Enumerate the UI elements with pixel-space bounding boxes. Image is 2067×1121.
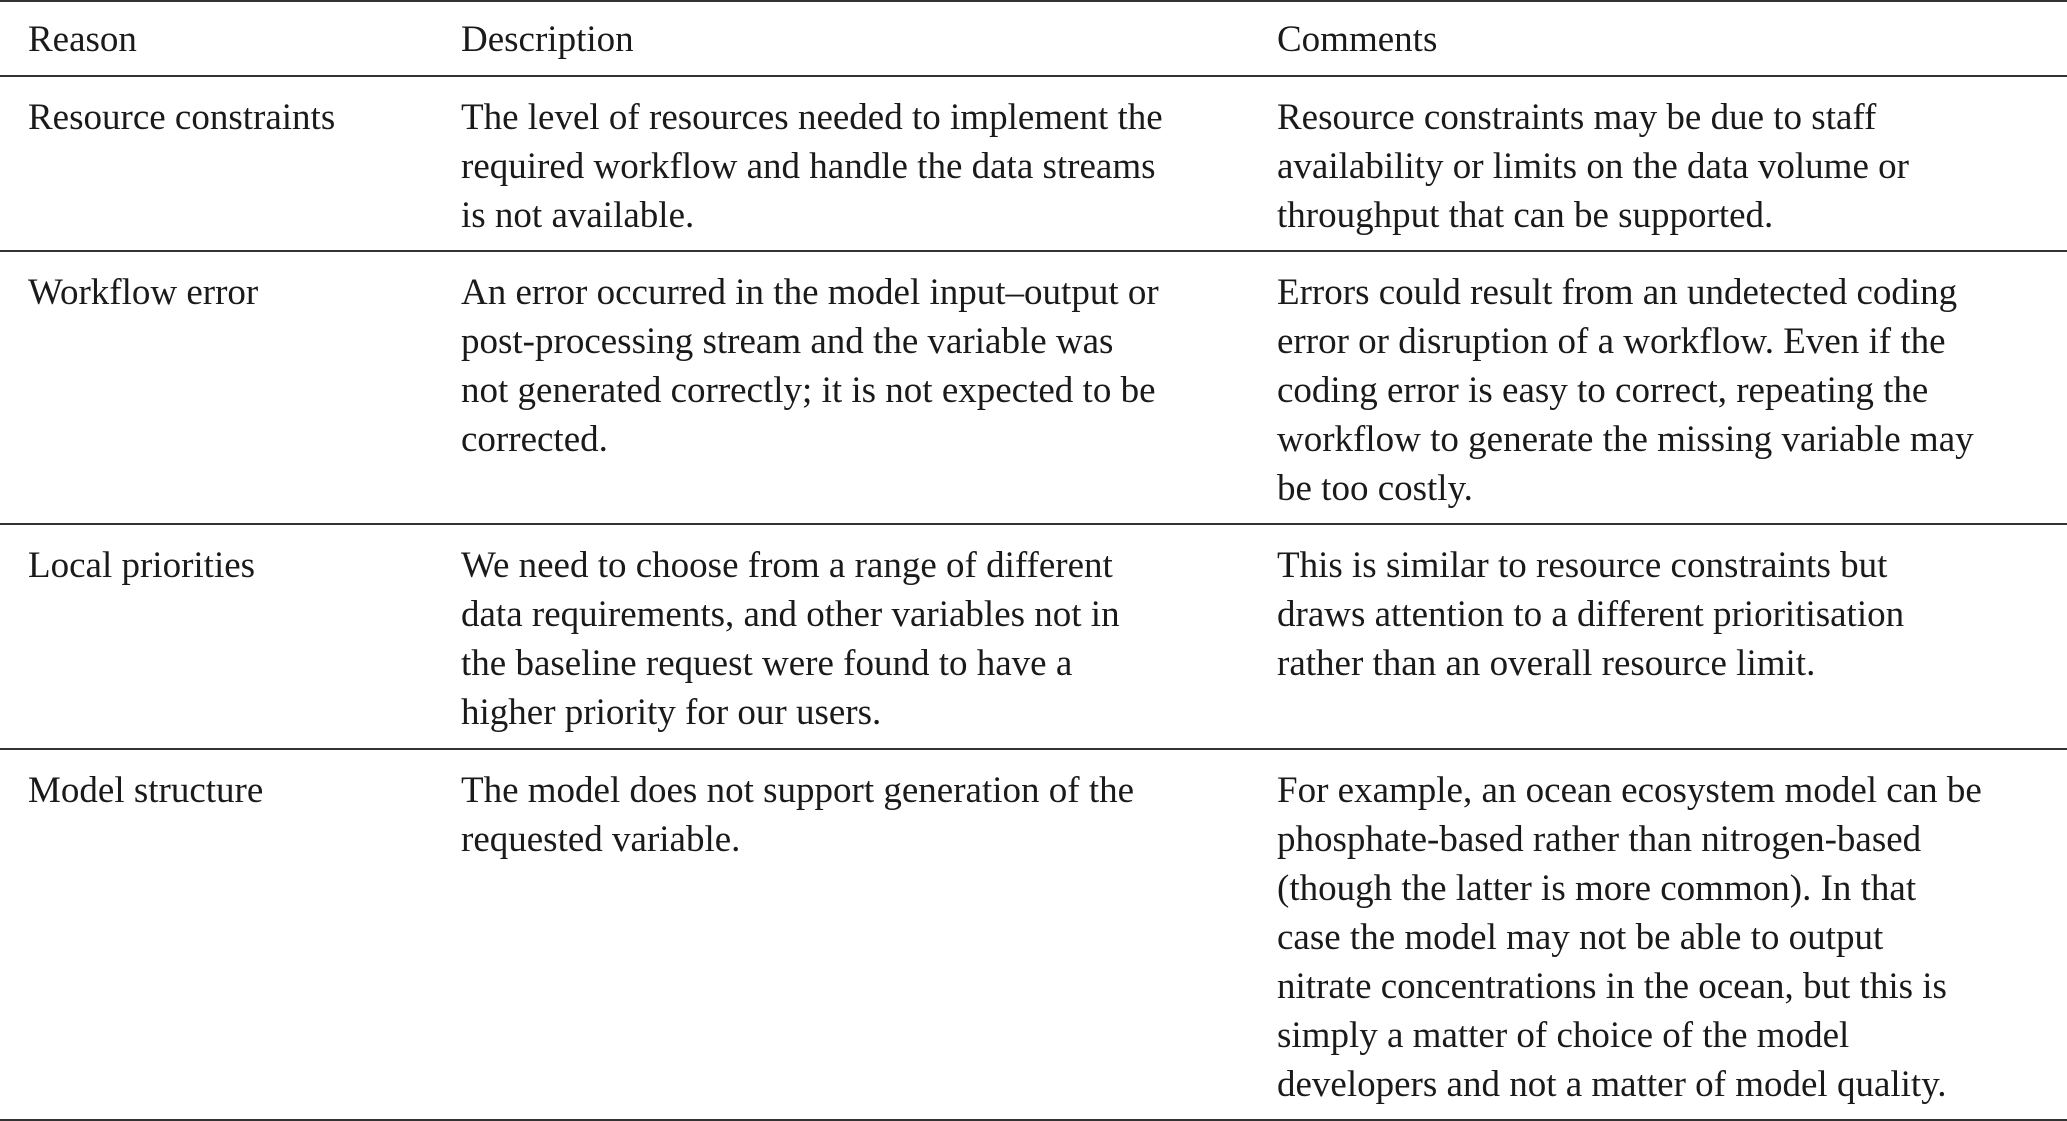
reason-cell: Workflow error <box>28 272 259 313</box>
comments-cell: Resource constraints may be due to staff availability or limits on the data volume or throughput that can be supported. <box>1277 97 1909 236</box>
table-header-row <box>0 2 2067 77</box>
table-row <box>0 77 2067 252</box>
reason-cell: Model structure <box>28 770 264 811</box>
reason-cell: Resource constraints <box>28 97 336 138</box>
comments-cell: This is similar to resource constraints but draws attention to a different prioritisation rather than an overall resource limit. <box>1277 545 1905 684</box>
comments-cell: For example, an ocean ecosystem model can be phosphate-based rather than nitrogen-based (though the latter is more common). In that case the model may not be able to output nitrate concentrations in the ocean, but this is simply a matter of choice of the model developers and not a matter of model quality. <box>1277 770 1982 1105</box>
table-row <box>0 252 2067 525</box>
header-comments: Comments <box>1277 19 1438 60</box>
description-cell: We need to choose from a range of different data requirements, and other variables not in the baseline request were found to have a higher priority for our users. <box>461 545 1120 733</box>
header-description: Description <box>461 19 634 60</box>
reason-cell: Local priorities <box>28 545 256 586</box>
description-cell: The model does not support generation of the requested variable. <box>461 770 1135 860</box>
table-row <box>0 750 2067 1121</box>
header-reason: Reason <box>28 19 137 60</box>
comments-cell: Errors could result from an undetected coding error or disruption of a workflow. Even if the coding error is easy to correct, repeating the workflow to generate the missing variable may be too costly. <box>1277 272 1974 509</box>
description-cell: An error occurred in the model input–output or post-processing stream and the variable was not generated correctly; it is not expected to be corrected. <box>461 272 1159 460</box>
description-cell: The level of resources needed to implement the required workflow and handle the data streams is not available. <box>461 97 1163 236</box>
table-row <box>0 525 2067 750</box>
